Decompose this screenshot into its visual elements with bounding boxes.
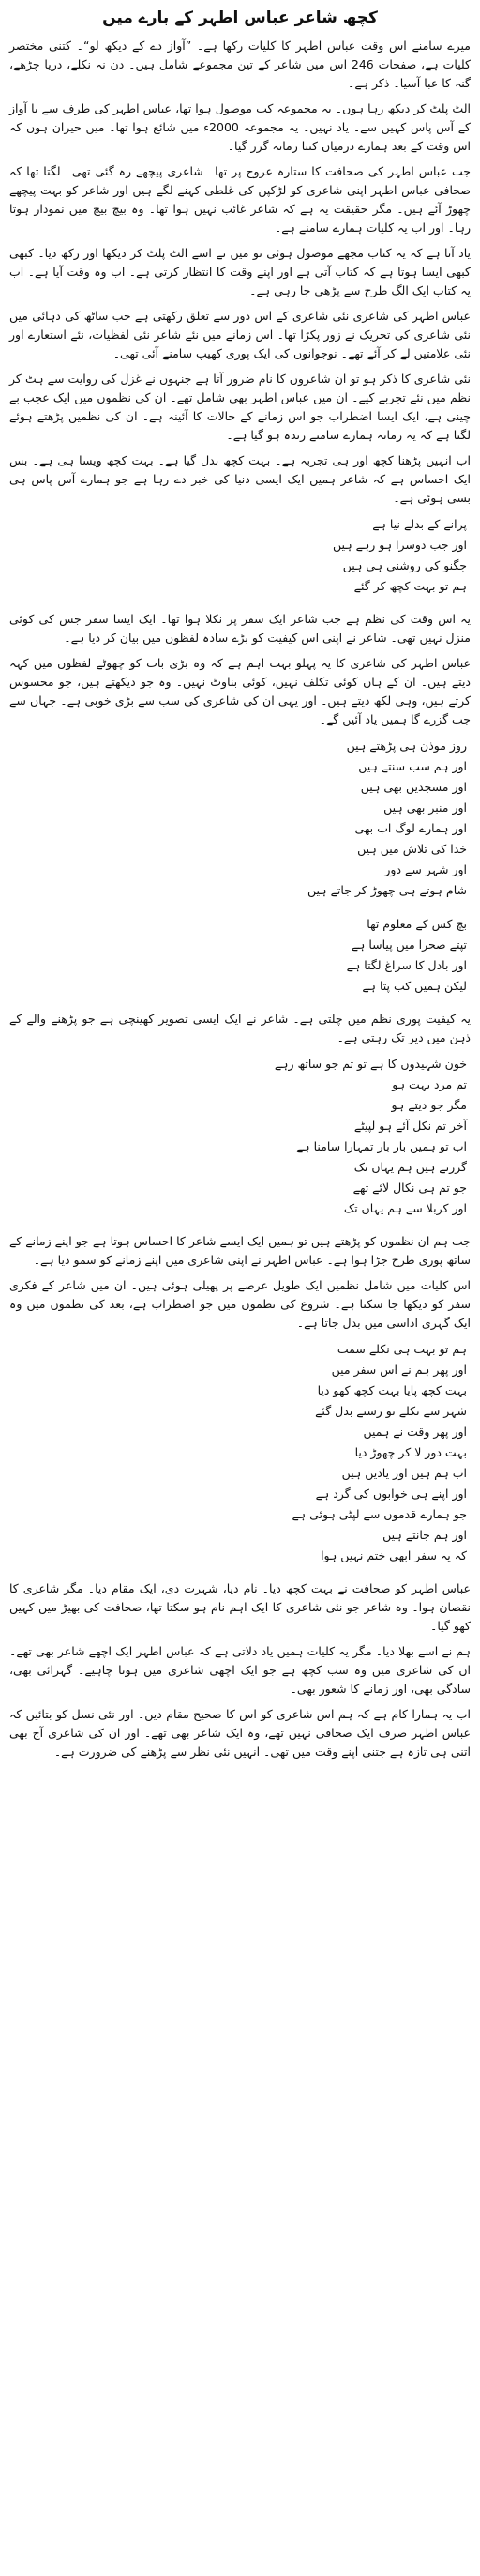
poem-line: خدا کی تلاش میں ہیں xyxy=(357,842,467,856)
poem-line: تپتے صحرا میں پیاسا ہے xyxy=(351,937,467,952)
paragraph: عباس اطہر کو صحافت نے بہت کچھ دیا۔ نام دیا، شہرت دی، ایک مقام دیا۔ مگر شاعری کا نقصان ہوا۔ وہ شاعر جو نئی شاعری کا ایک اہم نام ہو سکتا تھا، صحافت کی بھیڑ میں کہیں کھو گیا۔ xyxy=(9,1581,471,1633)
poem-line: بہت کچھ پایا بہت کچھ کھو دیا xyxy=(317,1383,467,1397)
poem-line: شہر سے نکلے تو رستے بدل گئے xyxy=(315,1404,467,1418)
poem-stanza xyxy=(9,914,471,997)
article-body xyxy=(9,37,471,1761)
poem-line: ہم تو بہت کچھ کر گئے xyxy=(353,579,467,593)
paragraph: عباس اطہر کی شاعری کا یہ پہلو بہت اہم ہے کہ وہ بڑی بات کو چھوٹے لفظوں میں کہہ دیتے ہیں۔ ان کے ہاں کوئی تکلف نہیں، کوئی بناوٹ نہیں۔ وہ جو دیکھتے ہیں، جو محسوس کرتے ہیں، وہی لکھ دیتے ہیں۔ اور یہی ان کی شاعری کی سب سے بڑی خوبی ہے۔ جہاں سے جب گزرے گا ہمیں یاد آئیں گے۔ xyxy=(9,656,471,726)
poem-line: اور بادل کا سراغ لگتا ہے xyxy=(346,958,467,972)
poem-line: اب تو ہمیں بار بار تمہارا سامنا ہے xyxy=(295,1139,467,1153)
poem-stanza xyxy=(9,1054,471,1219)
poem-stanza xyxy=(9,736,471,901)
poem-line: مگر جو دیتے ہو xyxy=(391,1098,467,1112)
paragraph: عباس اطہر کی شاعری نئی شاعری کے اس دور سے تعلق رکھتی ہے جب ساٹھ کی دہائی میں نئی شاعری کی تحریک نے زور پکڑا تھا۔ اس زمانے میں نئے شاعر نئی لفظیات، نئے استعارے اور نئی علامتیں لے کر آئے تھے۔ نوجوانوں کی ایک پوری کھیپ سامنے آئی تھی۔ xyxy=(9,309,471,360)
poem-line: کہ یہ سفر ابھی ختم نہیں ہوا xyxy=(321,1548,467,1562)
poem-line: اور ہمارے لوگ اب بھی xyxy=(354,821,467,835)
poem-line: پرانے کے بدلے نیا ہے xyxy=(372,517,467,531)
poem-line: خون شہیدوں کا ہے تو تم جو ساتھ رہے xyxy=(274,1057,467,1071)
poem-line: شام ہوتے ہی چھوڑ کر جاتے ہیں xyxy=(308,883,467,897)
poem-line: بہت دور لا کر چھوڑ دیا xyxy=(354,1445,467,1459)
poem-line: اور ہم جانتے ہیں xyxy=(382,1528,467,1542)
paragraph: یہ کیفیت پوری نظم میں چلتی ہے۔ شاعر نے ایک ایسی تصویر کھینچی ہے جو پڑھنے والے کے ذہن میں دیر تک رہتی ہے۔ xyxy=(9,1012,471,1044)
poem-stanza xyxy=(9,514,471,597)
poem-line: جو ہمارے قدموں سے لپٹی ہوئی ہے xyxy=(292,1507,467,1521)
paragraph: اس کلیات میں شامل نظمیں ایک طویل عرصے پر پھیلی ہوئی ہیں۔ ان میں شاعر کے فکری سفر کو دیکھا جا سکتا ہے۔ شروع کی نظموں میں جو اضطراب ہے، بعد کی نظموں میں وہ ایک گہری اداسی میں بدل جاتا ہے۔ xyxy=(9,1278,471,1330)
poem-line: اور مسجدیں بھی ہیں xyxy=(360,780,467,794)
poem-line: اور پھر وقت نے ہمیں xyxy=(363,1425,467,1439)
poem-line: جگنو کی روشنی ہی ہیں xyxy=(342,558,467,572)
paragraph: جب عباس اطہر کی صحافت کا ستارہ عروج پر تھا۔ شاعری پیچھے رہ گئی تھی۔ لگتا تھا کہ صحافی عباس اطہر اپنی شاعری کو لڑکپن کی غلطی کہنے لگے ہیں اور شاعر کو بہت پیچھے چھوڑ آئے ہیں۔ مگر حقیقت یہ ہے کہ شاعر غائب نہیں ہوا تھا۔ وہ بیچ بیچ میں نمودار ہوتا رہا۔ اور اب یہ کلیات ہمارے سامنے ہے۔ xyxy=(9,164,471,235)
paragraph: الٹ پلٹ کر دیکھ رہا ہوں۔ یہ مجموعہ کب موصول ہوا تھا، عباس اطہر کی طرف سے یا آواز کے آس پاس کہیں سے۔ یاد نہیں۔ یہ مجموعہ 2000ء میں شائع ہوا تھا۔ میں حیران ہوں کہ اس وقت کے بعد ہمارے درمیان کتنا زمانہ گزر گیا۔ xyxy=(9,101,471,153)
article-title: کچھ شاعر عباس اطہر کے بارے میں xyxy=(102,8,378,27)
paragraph: اب انہیں پڑھنا کچھ اور ہی تجربہ ہے۔ بہت کچھ بدل گیا ہے۔ بہت کچھ ویسا ہی ہے۔ بس ایک احساس ہے کہ شاعر ہمیں ایک ایسی دنیا کی خبر دے رہا ہے جو ہمارے آس پاس ہی بسی ہوئی ہے۔ xyxy=(9,453,471,505)
paragraph: یہ اس وقت کی نظم ہے جب شاعر ایک سفر پر نکلا ہوا تھا۔ ایک ایسا سفر جس کی کوئی منزل نہیں تھی۔ شاعر نے اپنی اس کیفیت کو بڑے سادہ لفظوں میں بیان کر دیا ہے۔ xyxy=(9,612,471,645)
poem-line: اور پھر ہم نے اس سفر میں xyxy=(331,1363,467,1377)
poem-line: اب ہم ہیں اور یادیں ہیں xyxy=(341,1466,467,1480)
paragraph: ہم نے اسے بھلا دیا۔ مگر یہ کلیات ہمیں یاد دلاتی ہے کہ عباس اطہر ایک اچھے شاعر بھی تھے۔ ان کی شاعری میں وہ سب کچھ ہے جو ایک اچھی شاعری میں ہونا چاہیے۔ گہرائی بھی، سادگی بھی، اور زمانے کا شعور بھی۔ xyxy=(9,1644,471,1696)
poem-line: تم مرد بہت ہو xyxy=(392,1077,467,1091)
paragraph: یاد آتا ہے کہ یہ کتاب مجھے موصول ہوئی تو میں نے اسے الٹ پلٹ کر دیکھا اور رکھ دیا۔ کبھی کبھی ایسا ہوتا ہے کہ کتاب آتی ہے اور اپنے وقت کا انتظار کرتی ہے۔ اب وہ وقت آیا ہے۔ اب یہ کتاب ایک الگ طرح سے پڑھی جا رہی ہے۔ xyxy=(9,246,471,297)
poem-line: اور شہر سے دور xyxy=(384,862,467,876)
poem-line: اور منبر بھی ہیں xyxy=(383,800,467,815)
paragraph: اب یہ ہمارا کام ہے کہ ہم اس شاعری کو اس کا صحیح مقام دیں۔ اور نئی نسل کو بتائیں کہ عباس اطہر صرف ایک صحافی نہیں تھے، وہ ایک شاعر بھی تھے۔ اور ان کی شاعری آج بھی اتنی ہی تازہ ہے جتنی اپنے وقت میں تھی۔ انہیں نئی نظر سے پڑھنے کی ضرورت ہے۔ xyxy=(9,1707,471,1759)
poem-line: روز موذن ہی پڑھتے ہیں xyxy=(346,739,467,753)
poem-line: گزرتے ہیں ہم یہاں تک xyxy=(353,1160,467,1174)
poem-stanza xyxy=(9,1339,471,1566)
paragraph: نئی شاعری کا ذکر ہو تو ان شاعروں کا نام ضرور آتا ہے جنہوں نے غزل کی روایت سے ہٹ کر نظم میں نئے تجربے کیے۔ ان میں عباس اطہر بھی شامل تھے۔ ان کی نظموں میں ایک عجب بے چینی ہے، ایک ایسا اضطراب جو اس زمانے کے حالات کا آئینہ ہے۔ ان کی نظمیں پڑھتے ہوئے لگتا ہے کہ یہ زمانہ ہمارے سامنے زندہ ہو گیا ہے۔ xyxy=(9,372,471,442)
poem-line: اور کربلا سے ہم یہاں تک xyxy=(343,1201,467,1215)
poem-line: ہم تو بہت ہی نکلے سمت xyxy=(337,1342,467,1356)
poem-line: لیکن ہمیں کب پتا ہے xyxy=(362,979,467,993)
poem-line: جو تم ہی نکال لائے تھے xyxy=(352,1181,467,1195)
poem-line: اور ہم سب سنتے ہیں xyxy=(358,759,467,773)
paragraph: میرے سامنے اس وقت عباس اطہر کا کلیات رکھا ہے۔ ”آواز دے کے دیکھ لو“۔ کتنی مختصر کلیات ہے، صفحات 246 اس میں شاعر کے تین مجموعے شامل ہیں۔ دن نہ نکلے، دریا چڑھے، گنہ کا عبا آسیا۔ ذکر ہے۔ xyxy=(9,38,471,90)
poem-line: بچ کس کے معلوم تھا xyxy=(367,917,467,931)
paragraph: جب ہم ان نظموں کو پڑھتے ہیں تو ہمیں ایک ایسے شاعر کا احساس ہوتا ہے جو اپنے زمانے کے ساتھ پوری طرح جڑا ہوا ہے۔ عباس اطہر نے اپنی شاعری میں اپنے زمانے کو سمو دیا ہے۔ xyxy=(9,1234,471,1267)
poem-line: اور اپنے ہی خوابوں کی گرد ہے xyxy=(315,1486,467,1501)
poem-line: آخر تم نکل آئے ہو لپیٹے xyxy=(353,1119,467,1133)
poem-line: اور جب دوسرا ہو رہے ہیں xyxy=(333,538,467,552)
